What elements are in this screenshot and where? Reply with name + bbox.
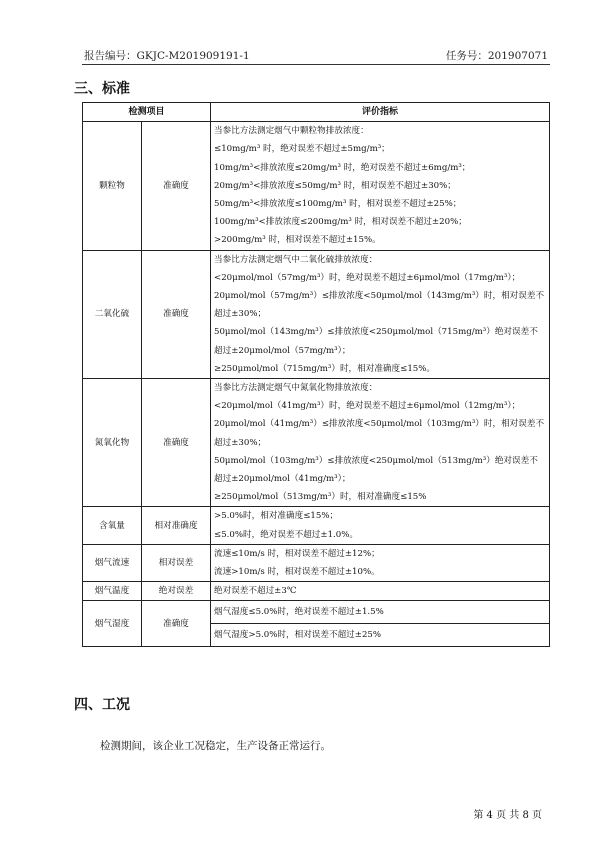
criteria-line: ≤5.0%时，绝对误差不超过±1.0%。 (214, 529, 359, 540)
criteria-line: 50μmol/mol（143mg/m³）≤排放浓度<250μmol/mol（715mg/m³）绝对误差不超过±20μmol/mol（57mg/m³）； (214, 327, 538, 356)
criteria-line: 20μmol/mol（57mg/m³）≤排放浓度<50μmol/mol（143mg/m³）时，相对误差不超过±30%； (214, 291, 545, 320)
criteria-line: 20mg/m³<排放浓度≤50mg/m³ 时，相对误差不超过±30%； (214, 180, 456, 191)
criteria-line: ≤10mg/m³ 时，绝对误差不超过±5mg/m³； (214, 144, 390, 155)
page-number: 第 4 页 共 8 页 (473, 810, 542, 821)
criteria-line: <20μmol/mol（41mg/m³）时，绝对误差不超过±6μmol/mol（12mg/m³）； (214, 401, 521, 412)
criteria-line: <20μmol/mol（57mg/m³）时，绝对误差不超过±6μmol/mol（17mg/m³）； (214, 272, 521, 283)
column-header-criteria: 评价指标 (211, 103, 550, 122)
criteria-line: 20μmol/mol（41mg/m³）≤排放浓度<50μmol/mol（103mg/m³）时，相对误差不超过±30%； (214, 419, 545, 448)
header-divider (82, 64, 550, 65)
table-row (83, 250, 550, 378)
report-header (84, 48, 548, 63)
criteria-line: >5.0%时，相对准确度≤15%； (214, 511, 339, 522)
criteria-line: 流速>10m/s 时，相对误差不超过±10%。 (214, 567, 380, 578)
row-criteria (211, 582, 550, 601)
row-metric: 准确度 (142, 601, 211, 647)
row-item: 颗粒物 (83, 122, 142, 250)
row-metric: 绝对误差 (142, 582, 211, 601)
column-header-item: 检测项目 (83, 103, 211, 122)
task-number: 任务号：201907071 (445, 50, 548, 62)
row-item: 烟气温度 (83, 582, 142, 601)
row-item: 二氧化硫 (83, 250, 142, 378)
table-row (83, 601, 550, 624)
row-criteria (211, 122, 550, 250)
row-item: 氮氧化物 (83, 379, 142, 507)
table-row (83, 582, 550, 601)
criteria-line: 当参比方法测定烟气中颗粒物排放浓度： (214, 126, 369, 137)
report-number: 报告编号：GKJC-M201909191-1 (84, 50, 250, 62)
row-metric: 相对准确度 (142, 507, 211, 544)
standards-table (82, 102, 550, 647)
row-metric: 准确度 (142, 250, 211, 378)
row-item: 烟气湿度 (83, 601, 142, 647)
row-item: 含氧量 (83, 507, 142, 544)
row-metric: 准确度 (142, 122, 211, 250)
section-3-title: 三、标准 (74, 81, 130, 97)
criteria-line: 绝对误差不超过±3℃ (214, 586, 297, 597)
row-criteria (211, 544, 550, 581)
criteria-line: 当参比方法测定烟气中氮氧化物排放浓度： (214, 383, 378, 394)
row-criteria (211, 379, 550, 507)
row-criteria: 烟气湿度>5.0%时，相对误差不超过±25% (211, 624, 550, 647)
row-criteria (211, 507, 550, 544)
table-header-row (83, 103, 550, 122)
table-row (83, 379, 550, 507)
criteria-line: ≥250μmol/mol（513mg/m³）时，相对准确度≤15% (214, 492, 427, 503)
row-criteria: 烟气湿度≤5.0%时，绝对误差不超过±1.5% (211, 601, 550, 624)
row-criteria (211, 250, 550, 378)
table-row (83, 507, 550, 544)
table-row (83, 122, 550, 250)
criteria-line: 10mg/m³<排放浓度≤20mg/m³ 时，绝对误差不超过±6mg/m³； (214, 162, 471, 173)
criteria-line: 当参比方法测定烟气中二氧化硫排放浓度： (214, 254, 378, 265)
criteria-line: 50μmol/mol（103mg/m³）≤排放浓度<250μmol/mol（513mg/m³）绝对误差不超过±20μmol/mol（41mg/m³）； (214, 455, 538, 485)
criteria-line: 流速≤10m/s 时，相对误差不超过±12%； (214, 548, 380, 559)
section-4-title: 四、工况 (74, 697, 130, 713)
row-metric: 相对误差 (142, 544, 211, 581)
section-4-text: 检测期间，该企业工况稳定，生产设备正常运行。 (100, 740, 331, 752)
criteria-line: ≥250μmol/mol（715mg/m³）时，相对准确度≤15%。 (214, 363, 436, 374)
row-metric: 准确度 (142, 379, 211, 507)
criteria-line: 50mg/m³<排放浓度≤100mg/m³ 时，相对误差不超过±25%； (214, 199, 462, 210)
criteria-line: 100mg/m³<排放浓度≤200mg/m³ 时，相对误差不超过±20%； (214, 217, 467, 228)
row-item: 烟气流速 (83, 544, 142, 581)
criteria-line: >200mg/m³ 时，相对误差不超过±15%。 (214, 235, 381, 246)
table-row (83, 544, 550, 581)
